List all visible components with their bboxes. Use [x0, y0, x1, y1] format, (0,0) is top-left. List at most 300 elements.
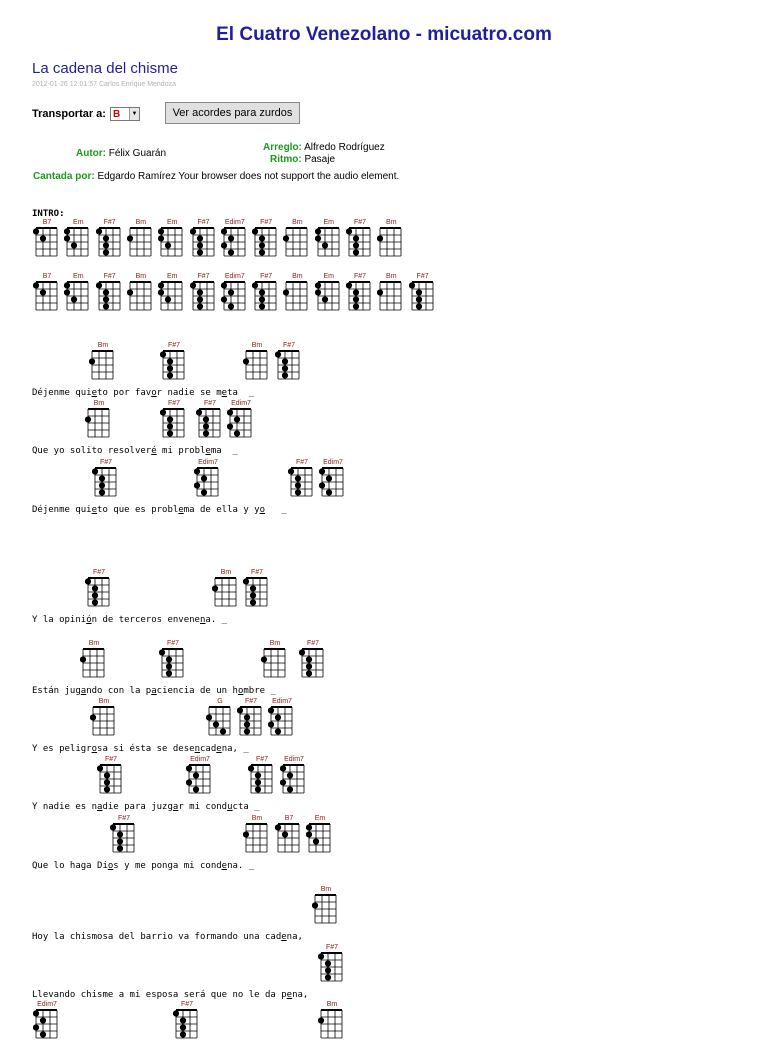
finger-dot — [259, 235, 265, 241]
chord-name: Em — [323, 273, 334, 280]
chord-name: Bm — [98, 698, 110, 705]
finger-dot — [315, 282, 321, 288]
finger-dot — [196, 289, 202, 295]
finger-dot — [201, 489, 207, 495]
finger-dot — [228, 249, 234, 255]
chord-name: F#7 — [282, 342, 296, 349]
stressed-syllable: e — [281, 932, 287, 942]
finger-dot — [33, 282, 39, 288]
chord-name: Bm — [135, 273, 147, 280]
finger-dot — [353, 249, 359, 255]
finger-dot — [318, 953, 324, 959]
finger-dot — [415, 296, 421, 302]
chord-name: Bm — [251, 342, 263, 349]
stressed-syllable: e — [91, 388, 98, 398]
stressed-syllable: a — [80, 686, 87, 696]
finger-dot — [287, 786, 293, 792]
chord-f-sharp7 — [160, 400, 188, 443]
chord-grid-icon — [318, 951, 346, 987]
finger-dot — [127, 235, 133, 241]
post-meta: 2012-01-26 12:01:57 Carlos Enrique Mendoza — [32, 81, 176, 88]
finger-dot — [167, 416, 173, 422]
finger-dot — [287, 772, 293, 778]
finger-dot — [196, 409, 202, 415]
finger-dot — [33, 228, 39, 234]
chord-em — [64, 273, 92, 316]
finger-dot — [102, 289, 108, 295]
chord-name: B7 — [284, 815, 294, 822]
finger-dot — [64, 282, 70, 288]
finger-dot — [322, 296, 328, 302]
finger-dot — [415, 303, 421, 309]
finger-dot — [326, 489, 332, 495]
finger-dot — [92, 592, 98, 598]
stressed-syllable: o — [237, 686, 244, 696]
finger-dot — [85, 578, 91, 584]
arreglo-value: Alfredo Rodríguez — [301, 142, 385, 153]
finger-dot — [244, 728, 250, 734]
finger-dot — [299, 649, 305, 655]
chord-grid-icon — [96, 226, 124, 262]
credit-ritmo — [270, 154, 335, 165]
stressed-syllable: o — [91, 744, 98, 754]
chord-bm — [312, 886, 340, 929]
chord-grid-icon — [237, 705, 265, 741]
chord-name: Edim7 — [272, 698, 292, 705]
stressed-syllable: e — [205, 446, 211, 456]
lyric-text: a. _ — [205, 615, 228, 625]
cantada-value: Edgardo Ramírez Your browser does not support the audio element. — [94, 171, 400, 182]
finger-dot — [282, 365, 288, 371]
chord-name: F#7 — [197, 273, 210, 280]
finger-dot — [158, 228, 164, 234]
finger-dot — [315, 235, 321, 241]
finger-dot — [275, 824, 281, 830]
lyric-text: na, _ — [221, 744, 249, 754]
lyric-text: Están jug — [32, 686, 81, 696]
finger-dot — [283, 235, 289, 241]
finger-dot — [377, 289, 383, 295]
transpose-control — [32, 104, 140, 124]
finger-dot — [306, 663, 312, 669]
finger-dot — [64, 228, 70, 234]
finger-dot — [227, 423, 233, 429]
lyric-text: s y me ponga mi cond — [113, 861, 222, 871]
finger-dot — [259, 289, 265, 295]
lefty-chords-button[interactable]: Ver acordes para zurdos — [165, 102, 300, 124]
finger-dot — [102, 235, 108, 241]
chord-name: Bm — [135, 219, 147, 226]
chord-grid-icon — [377, 280, 405, 316]
stressed-syllable: e — [221, 861, 228, 871]
chord-name: F#7 — [167, 342, 181, 349]
chord-name: Em — [323, 219, 334, 226]
chord-grid-icon — [206, 705, 234, 741]
stressed-syllable: a — [151, 686, 157, 696]
finger-dot — [33, 1024, 39, 1030]
finger-dot — [243, 831, 249, 837]
finger-dot — [203, 416, 209, 422]
lyric-text: cad — [200, 744, 217, 754]
chord-grid-icon — [268, 705, 296, 741]
finger-dot — [186, 779, 192, 785]
chord-grid-icon — [221, 226, 249, 262]
chord-grid-icon — [96, 280, 124, 316]
chord-f-sharp7 — [243, 569, 271, 612]
chord-grid-icon — [275, 822, 303, 858]
chord-edim7 — [221, 273, 249, 316]
chord-grid-icon — [33, 1008, 61, 1044]
transpose-label: Transportar a: — [32, 108, 106, 120]
lyric-text: to por fav — [97, 388, 152, 398]
chord-name: B7 — [42, 273, 52, 280]
finger-dot — [282, 831, 288, 837]
lyric-text: Déjenme qui — [32, 388, 92, 398]
chord-grid-icon — [283, 280, 311, 316]
stressed-syllable: o — [259, 505, 266, 515]
finger-dot — [353, 235, 359, 241]
chord-bm — [283, 273, 311, 316]
finger-dot — [117, 845, 123, 851]
finger-dot — [248, 765, 254, 771]
chord-grid-icon — [319, 466, 347, 502]
chord-name: Edim7 — [284, 756, 304, 763]
chord-name: F#7 — [325, 944, 339, 951]
lyric-text: na, — [292, 990, 309, 1000]
chord-name: Bm — [93, 400, 105, 407]
chord-grid-icon — [243, 822, 271, 858]
finger-dot — [313, 838, 319, 844]
finger-dot — [196, 235, 202, 241]
chord-grid-icon — [127, 226, 155, 262]
chord-grid-icon — [299, 647, 327, 683]
chord-name: F#7 — [197, 219, 210, 226]
finger-dot — [322, 242, 328, 248]
lyric-line — [32, 686, 276, 696]
finger-dot — [194, 468, 200, 474]
chord-edim7 — [268, 698, 296, 741]
chord-grid-icon — [173, 1008, 201, 1044]
lyric-text: Hoy la chismosa del barrio va formando una cad — [32, 932, 282, 942]
finger-dot — [117, 838, 123, 844]
chord-grid-icon — [315, 280, 343, 316]
chord-b7 — [33, 219, 61, 262]
lyric-text: ndo con la p — [86, 686, 152, 696]
chord-grid-icon — [80, 647, 108, 683]
chord-grid-icon — [110, 822, 138, 858]
finger-dot — [71, 242, 77, 248]
song-title: La cadena del chisme — [32, 60, 178, 77]
finger-dot — [80, 656, 86, 662]
autor-value: Félix Guarán — [106, 148, 167, 159]
finger-dot — [186, 765, 192, 771]
finger-dot — [228, 289, 234, 295]
finger-dot — [228, 235, 234, 241]
chord-grid-icon — [97, 763, 125, 799]
stressed-syllable: n — [194, 744, 200, 754]
chord-f-sharp7 — [92, 459, 120, 502]
finger-dot — [203, 423, 209, 429]
finger-dot — [346, 228, 352, 234]
finger-dot — [166, 670, 172, 676]
lyric-text: Que yo solito resolver — [32, 446, 152, 456]
finger-dot — [280, 779, 286, 785]
chord-grid-icon — [33, 226, 61, 262]
finger-dot — [167, 358, 173, 364]
finger-dot — [415, 289, 421, 295]
finger-dot — [325, 960, 331, 966]
chord-grid-icon — [312, 893, 340, 929]
finger-dot — [288, 468, 294, 474]
finger-dot — [85, 416, 91, 422]
finger-dot — [282, 358, 288, 364]
chord-bm — [127, 219, 155, 262]
lyric-text: n de terceros envene — [91, 615, 200, 625]
chord-bm — [85, 400, 113, 443]
finger-dot — [312, 902, 318, 908]
chord-name: F#7 — [180, 1001, 194, 1008]
finger-dot — [64, 289, 70, 295]
chord-name: G — [217, 698, 223, 705]
finger-dot — [221, 282, 227, 288]
chord-name: F#7 — [92, 569, 106, 576]
chord-f-sharp7 — [346, 273, 374, 316]
finger-dot — [102, 249, 108, 255]
finger-dot — [194, 482, 200, 488]
finger-dot — [268, 707, 274, 713]
stressed-syllable: e — [221, 388, 228, 398]
finger-dot — [244, 714, 250, 720]
chord-name: F#7 — [250, 569, 264, 576]
finger-dot — [325, 974, 331, 980]
finger-dot — [40, 289, 46, 295]
chord-em — [64, 219, 92, 262]
finger-dot — [282, 372, 288, 378]
chord-f-sharp7 — [275, 342, 303, 385]
finger-dot — [295, 482, 301, 488]
lyric-text: Y nadie es n — [32, 802, 98, 812]
finger-dot — [221, 242, 227, 248]
chord-f-sharp7 — [96, 273, 124, 316]
finger-dot — [99, 475, 105, 481]
finger-dot — [377, 235, 383, 241]
chord-name: Bm — [251, 815, 263, 822]
finger-dot — [167, 372, 173, 378]
lyric-line — [32, 861, 254, 871]
chord-name: F#7 — [244, 698, 258, 705]
finger-dot — [212, 585, 218, 591]
chord-name: F#7 — [117, 815, 131, 822]
chord-grid-icon — [89, 349, 117, 385]
chord-bm — [90, 698, 118, 741]
chord-f-sharp7 — [97, 756, 125, 799]
lyric-line — [32, 802, 260, 812]
finger-dot — [319, 482, 325, 488]
chord-name: Em — [73, 273, 84, 280]
finger-dot — [96, 282, 102, 288]
chord-name: Bm — [386, 219, 397, 226]
chord-f-sharp7 — [288, 459, 316, 502]
chord-name: F#7 — [353, 219, 367, 226]
finger-dot — [306, 656, 312, 662]
chord-f-sharp7 — [96, 219, 124, 262]
finger-dot — [353, 303, 359, 309]
finger-dot — [315, 228, 321, 234]
lyric-text: ciencia de un h — [156, 686, 238, 696]
chord-grid-icon — [64, 280, 92, 316]
lyric-text: sa si ésta se dese — [97, 744, 195, 754]
site-title[interactable]: El Cuatro Venezolano - micuatro.com — [216, 24, 552, 45]
chord-name: F#7 — [104, 756, 118, 763]
finger-dot — [159, 649, 165, 655]
chord-f-sharp7 — [173, 1001, 201, 1044]
chord-f-sharp7 — [346, 219, 374, 262]
chord-grid-icon — [280, 763, 308, 799]
chord-grid-icon — [212, 576, 240, 612]
finger-dot — [102, 296, 108, 302]
finger-dot — [237, 707, 243, 713]
chord-grid-icon — [92, 466, 120, 502]
stressed-syllable: a — [172, 802, 179, 812]
chord-grid-icon — [252, 226, 280, 262]
chord-bm — [377, 219, 405, 262]
finger-dot — [234, 416, 240, 422]
finger-dot — [280, 765, 286, 771]
chord-grid-icon — [409, 280, 437, 316]
finger-dot — [259, 303, 265, 309]
stressed-syllable: ó — [86, 615, 92, 625]
finger-dot — [190, 282, 196, 288]
chord-name: F#7 — [260, 273, 273, 280]
chord-name: Edim7 — [323, 459, 343, 466]
finger-dot — [221, 228, 227, 234]
chord-grid-icon — [194, 466, 222, 502]
chord-grid-icon — [85, 576, 113, 612]
chord-bm — [127, 273, 155, 316]
finger-dot — [92, 468, 98, 474]
finger-dot — [252, 228, 258, 234]
finger-dot — [244, 721, 250, 727]
finger-dot — [90, 714, 96, 720]
finger-dot — [255, 779, 261, 785]
chord-edim7 — [280, 756, 308, 799]
chord-grid-icon — [196, 407, 224, 443]
chord-edim7 — [194, 459, 222, 502]
lyric-text: r mi cond — [178, 802, 228, 812]
chord-bm — [318, 1001, 346, 1044]
chord-em — [306, 815, 334, 858]
finger-dot — [92, 585, 98, 591]
chord-name: F#7 — [166, 640, 180, 647]
credit-cantada — [33, 171, 399, 182]
lyric-text: Y la opini — [32, 615, 87, 625]
chord-edim7 — [221, 219, 249, 262]
stressed-syllable: u — [227, 802, 233, 812]
finger-dot — [252, 282, 258, 288]
chord-grid-icon — [248, 763, 276, 799]
finger-dot — [255, 772, 261, 778]
finger-dot — [160, 409, 166, 415]
finger-dot — [166, 656, 172, 662]
finger-dot — [158, 282, 164, 288]
chord-grid-icon — [221, 280, 249, 316]
finger-dot — [110, 824, 116, 830]
lyric-line — [32, 388, 254, 398]
chord-grid-icon — [190, 226, 218, 262]
chord-b7 — [33, 273, 61, 316]
finger-dot — [243, 358, 249, 364]
chord-grid-icon — [306, 822, 334, 858]
transpose-value: B — [112, 108, 121, 120]
finger-dot — [259, 296, 265, 302]
chord-grid-icon — [160, 407, 188, 443]
chord-name: B7 — [42, 219, 52, 226]
finger-dot — [180, 1031, 186, 1037]
chord-name: F#7 — [167, 400, 181, 407]
finger-dot — [283, 289, 289, 295]
finger-dot — [104, 772, 110, 778]
finger-dot — [166, 663, 172, 669]
chord-name: F#7 — [255, 756, 269, 763]
chord-name: Bm — [386, 273, 397, 280]
chord-name: Edim7 — [190, 756, 210, 763]
finger-dot — [275, 728, 281, 734]
chord-name: Edim7 — [224, 273, 245, 280]
finger-dot — [295, 489, 301, 495]
chord-name: Bm — [97, 342, 109, 349]
finger-dot — [243, 578, 249, 584]
chord-grid-icon — [190, 280, 218, 316]
lyric-line — [32, 446, 238, 456]
finger-dot — [250, 585, 256, 591]
chord-name: F#7 — [295, 459, 309, 466]
lyric-line — [32, 615, 227, 625]
chord-bm — [212, 569, 240, 612]
finger-dot — [409, 282, 415, 288]
stressed-syllable: n — [199, 615, 206, 625]
stressed-syllable: a — [97, 802, 103, 812]
finger-dot — [193, 772, 199, 778]
chord-grid-icon — [243, 349, 271, 385]
chevron-down-icon: ▼ — [129, 108, 139, 120]
finger-dot — [167, 423, 173, 429]
chord-edim7 — [319, 459, 347, 502]
finger-dot — [228, 303, 234, 309]
chord-f-sharp7 — [196, 400, 224, 443]
finger-dot — [250, 599, 256, 605]
finger-dot — [220, 728, 226, 734]
finger-dot — [306, 670, 312, 676]
finger-dot — [64, 235, 70, 241]
finger-dot — [99, 489, 105, 495]
chord-grid-icon — [288, 466, 316, 502]
chord-f-sharp7 — [110, 815, 138, 858]
transpose-select[interactable] — [110, 107, 140, 121]
chord-f-sharp7 — [318, 944, 346, 987]
chord-grid-icon — [346, 280, 374, 316]
chord-grid-icon — [377, 226, 405, 262]
stressed-syllable: e — [286, 990, 293, 1000]
finger-dot — [295, 475, 301, 481]
finger-dot — [104, 786, 110, 792]
finger-dot — [40, 1031, 46, 1037]
finger-dot — [196, 249, 202, 255]
finger-dot — [167, 365, 173, 371]
chord-grid-icon — [186, 763, 214, 799]
credit-autor — [76, 148, 166, 159]
ritmo-label: Ritmo: — [270, 154, 302, 165]
lyric-text: ta _ — [227, 388, 255, 398]
